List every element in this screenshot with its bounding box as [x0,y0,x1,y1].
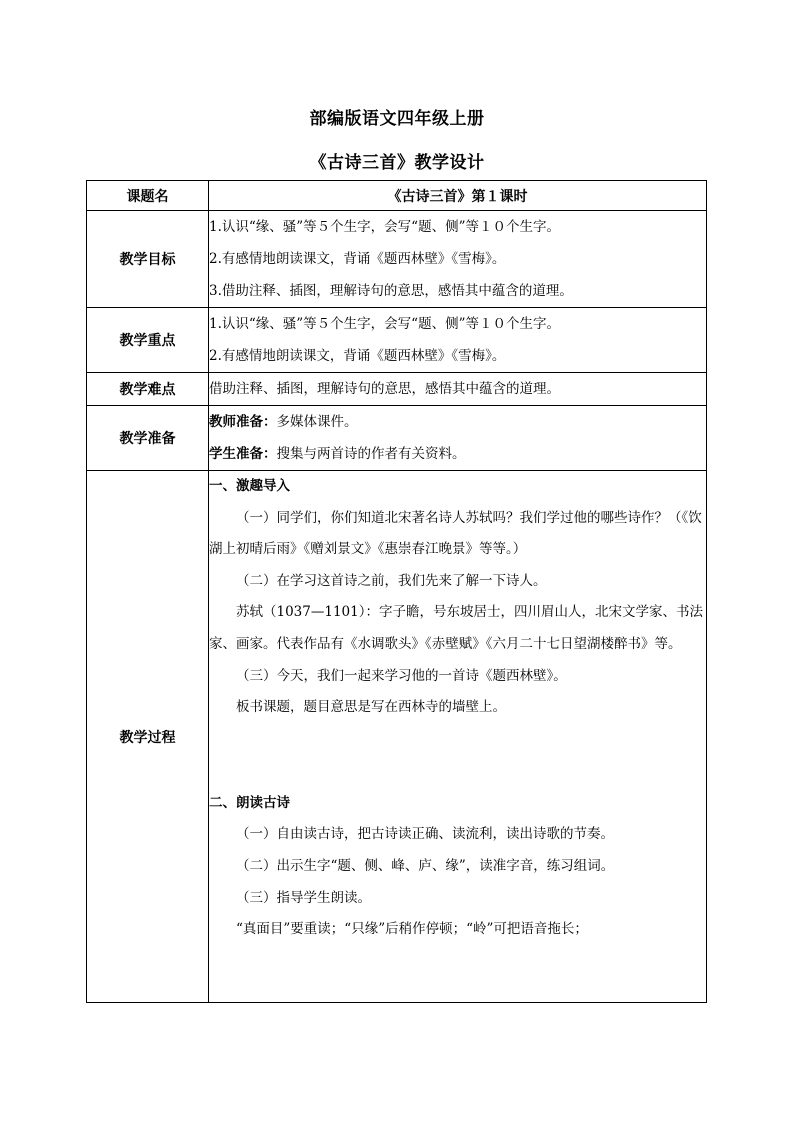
objective-2: 2.有感情地朗读课文，背诵《题西林壁》《雪梅》。 [209,251,506,267]
topic-value: 《古诗三首》第１课时 [209,181,707,211]
student-prep-label: 学生准备： [209,446,277,462]
teacher-prep-text: 多媒体课件。 [276,414,358,430]
section-2-title: 二、朗读古诗 [209,794,290,811]
difficulties-label: 教学难点 [87,373,209,406]
document-subtitle: 《古诗三首》教学设计 [309,153,485,173]
objectives-row [87,211,707,308]
key-points-content [209,308,707,373]
process-paragraph-6: （一）自由读古诗，把古诗读正确、读流利，读出诗歌的节奏。 [236,826,614,843]
student-preparation [209,438,706,470]
process-paragraph-2: （二）在学习这首诗之前，我们先来了解一下诗人。 [236,572,547,589]
document-title: 部编版语文四年级上册 [309,109,485,129]
preparation-content [209,406,707,471]
section-1-title: 一、激趣导入 [209,478,290,494]
objective-1: 1.认识“缘、骚”等５个生字，会写“题、侧”等１０个生字。 [209,219,560,235]
process-paragraph-8: （三）指导学生朗读。 [236,889,371,906]
process-paragraph-3: 苏轼（1037—1101）：字子瞻，号东坡居士，四川眉山人，北宋文学家、书法家、画家。代表作品有《水调歌头》《赤壁赋》《六月二十七日望湖楼醉书》等。 [209,604,703,652]
objectives-content [209,211,707,308]
blank-space [209,724,706,788]
teacher-preparation [209,406,706,438]
process-content [209,471,707,1003]
teacher-prep-label: 教师准备： [209,414,277,430]
process-paragraph-5: 板书课题，题目意思是写在西林寺的墙壁上。 [236,699,506,716]
key-point-2: 2.有感情地朗读课文，背诵《题西林壁》《雪梅》。 [209,348,506,364]
difficulties-row [87,373,707,406]
process-paragraph-7: （二）出示生字“题、侧、峰、庐、缘”，读准字音，练习组词。 [236,857,615,874]
process-paragraph-9: “真面目”要重读；“只缘”后稍作停顿；“岭”可把语音拖长； [236,921,588,938]
preparation-row [87,406,707,471]
objectives-label: 教学目标 [87,211,209,308]
preparation-label: 教学准备 [87,406,209,471]
process-paragraph-4: （三）今天，我们一起来学习他的一首诗《题西林壁》。 [236,667,567,684]
key-points-row [87,308,707,373]
student-prep-text: 搜集与两首诗的作者有关资料。 [276,446,466,462]
process-label: 教学过程 [87,471,209,1003]
process-paragraph-1: （一）同学们，你们知道北宋著名诗人苏轼吗？我们学过他的哪些诗作？（《饮湖上初晴后雨》《赠刘景文》《惠崇春江晚景》等等。） [209,509,702,558]
lesson-plan-table [86,180,707,1003]
difficulties-content [209,373,707,406]
difficulty-text: 借助注释、插图，理解诗句的意思，感悟其中蕴含的道理。 [209,381,560,397]
topic-label: 课题名 [87,181,209,211]
key-points-label: 教学重点 [87,308,209,373]
objective-3: 3.借助注释、插图，理解诗句的意思，感悟其中蕴含的道理。 [209,283,573,299]
process-row [87,471,707,1003]
header-row [87,181,707,211]
key-point-1: 1.认识“缘、骚”等５个生字，会写“题、侧”等１０个生字。 [209,316,560,332]
